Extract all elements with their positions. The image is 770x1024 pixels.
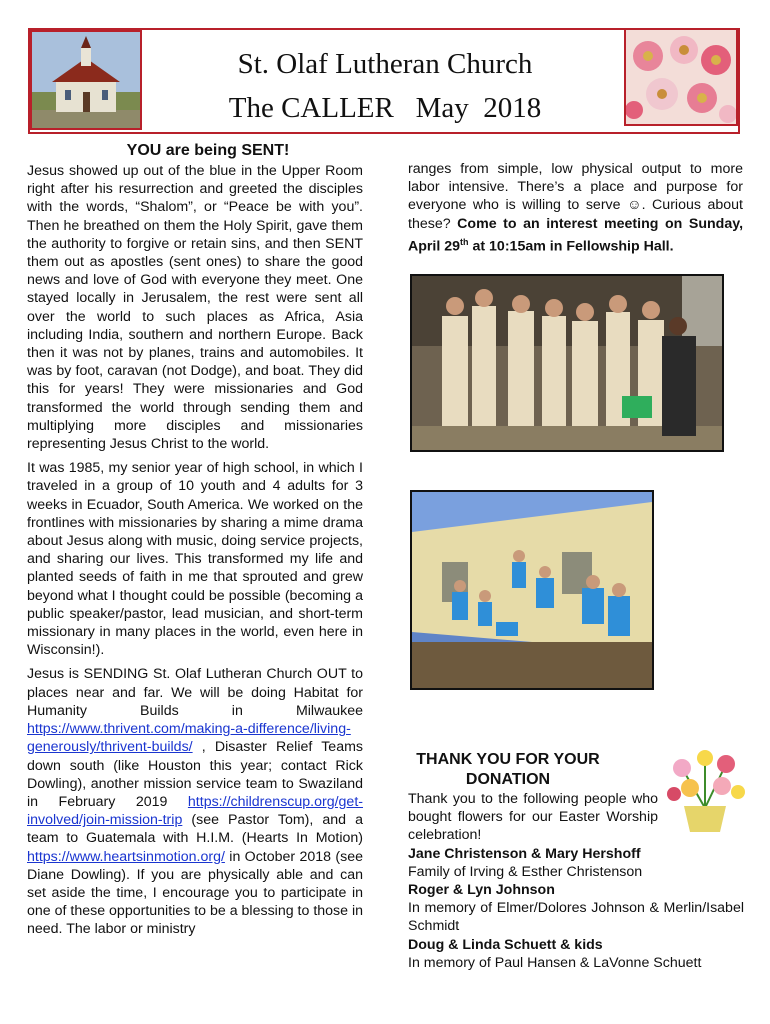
thanks-intro: Thank you to the following people who bought flowers for our Easter Worship celebration! xyxy=(408,791,658,844)
paragraph-3-text-a: Jesus is SENDING St. Olaf Lutheran Church OUT to places near and far. We will be doing Habitat for Humanity Builds in Milwaukee xyxy=(27,666,363,719)
donor-entry: Jane Christenson & Mary Hershoff xyxy=(408,845,641,862)
thanks-heading-line-2: DONATION xyxy=(465,771,551,788)
meeting-location: at 10:15am in Fellowship Hall. xyxy=(468,238,674,255)
thrivent-link[interactable]: https://www.thrivent.com/making-a-difference/living-generously/thrivent-builds/ xyxy=(27,721,351,756)
article-continuation xyxy=(408,160,743,262)
church-photo xyxy=(30,30,142,130)
donor-entry: Roger & Lyn Johnson xyxy=(408,882,555,899)
childrenscup-link[interactable]: https://childrenscup.org/get-involved/join-mission-trip xyxy=(27,793,363,829)
meeting-announcement: Come to an interest meeting on Sunday, April 29 xyxy=(408,215,744,255)
paragraph-3-text-d: in October 2018 (see Diane Dowling). If you are physically able and can set aside the time, I encourage you to participate in one of these opportunities to be a blessing to those in need. The labor or ministry xyxy=(27,848,364,938)
donor-entry: Family of Irving & Esther Christenson xyxy=(408,863,643,880)
donor-entry: In memory of Paul Hansen & LaVonne Schuett xyxy=(408,954,702,971)
thanks-heading xyxy=(408,750,608,790)
thanks-section xyxy=(408,790,744,972)
heartsinmotion-link[interactable]: https://www.heartsinmotion.org/ xyxy=(27,848,225,865)
date-suffix: th xyxy=(460,236,469,247)
article-heading: YOU are being SENT! xyxy=(126,142,290,159)
donor-entry: Doug & Linda Schuett & kids xyxy=(408,936,603,953)
issue-title: The CALLER May 2018 xyxy=(228,92,542,124)
flowers-photo xyxy=(624,28,738,126)
church-name: St. Olaf Lutheran Church xyxy=(237,48,533,80)
article-left-column xyxy=(27,162,363,945)
continuation-text: ranges from simple, low physical output to more labor intensive. There’s a place and purpose for everyone who is willing to serve ☺. Curious about these? xyxy=(408,161,743,232)
article-paragraph-3 xyxy=(27,665,363,938)
thanks-heading-line-1: THANK YOU FOR YOUR xyxy=(416,751,600,768)
habitat-build-photo xyxy=(410,490,654,690)
paragraph-3-text-b: , Disaster Relief Teams down south (like Houston this year; contact Rick Dowling), another mission service team to Swaziland in February 2019 xyxy=(27,739,363,810)
newsletter-title xyxy=(150,42,620,130)
mission-group-photo xyxy=(410,274,724,452)
continuation-paragraph xyxy=(408,160,743,256)
donor-entry: In memory of Elmer/Dolores Johnson & Merlin/Isabel Schmidt xyxy=(408,900,744,935)
paragraph-3-text-c: (see Pastor Tom), and a team to Guatemala with H.I.M. (Hearts In Motion) xyxy=(27,812,363,847)
article-paragraph-2: It was 1985, my senior year of high school, in which I traveled in a group of 10 youth and 4 adults for 3 weeks in Ecuador, South America. We worked on the frontlines with missionaries by sharing a mime drama about Jesus along with music, doing service projects, and sharing our lives. This transformed my life and planted seeds of faith in me that sprouted and grew beyond what I thought could be possible (becoming a public speaker/pastor, lead musician, and short-term missionary in many places in the world, even here in Wisconsin!). xyxy=(27,460,363,659)
article-paragraph-1: Jesus showed up out of the blue in the Upper Room right after his resurrection and greeted the disciples with the words, “Shalom”, or “Peace be with you”. Then he breathed on them the Holy Spirit, gave them the authority to forgive or retain sins, and then SENT them out as apostles (sent ones) to share the good news and love of God with everyone they meet. One stayed locally in Jerusalem, the rest were sent all over the world to such places as Africa, Asia including India, southern and northern Europe. Back then it was not by planes, trains and automobiles. It was by foot, caravan (not Dodge), and boat. They did this for years! They were missionaries and God transformed the world through sending them and multiplying more disciples and missionaries representing Jesus Christ to the world. xyxy=(27,163,363,453)
